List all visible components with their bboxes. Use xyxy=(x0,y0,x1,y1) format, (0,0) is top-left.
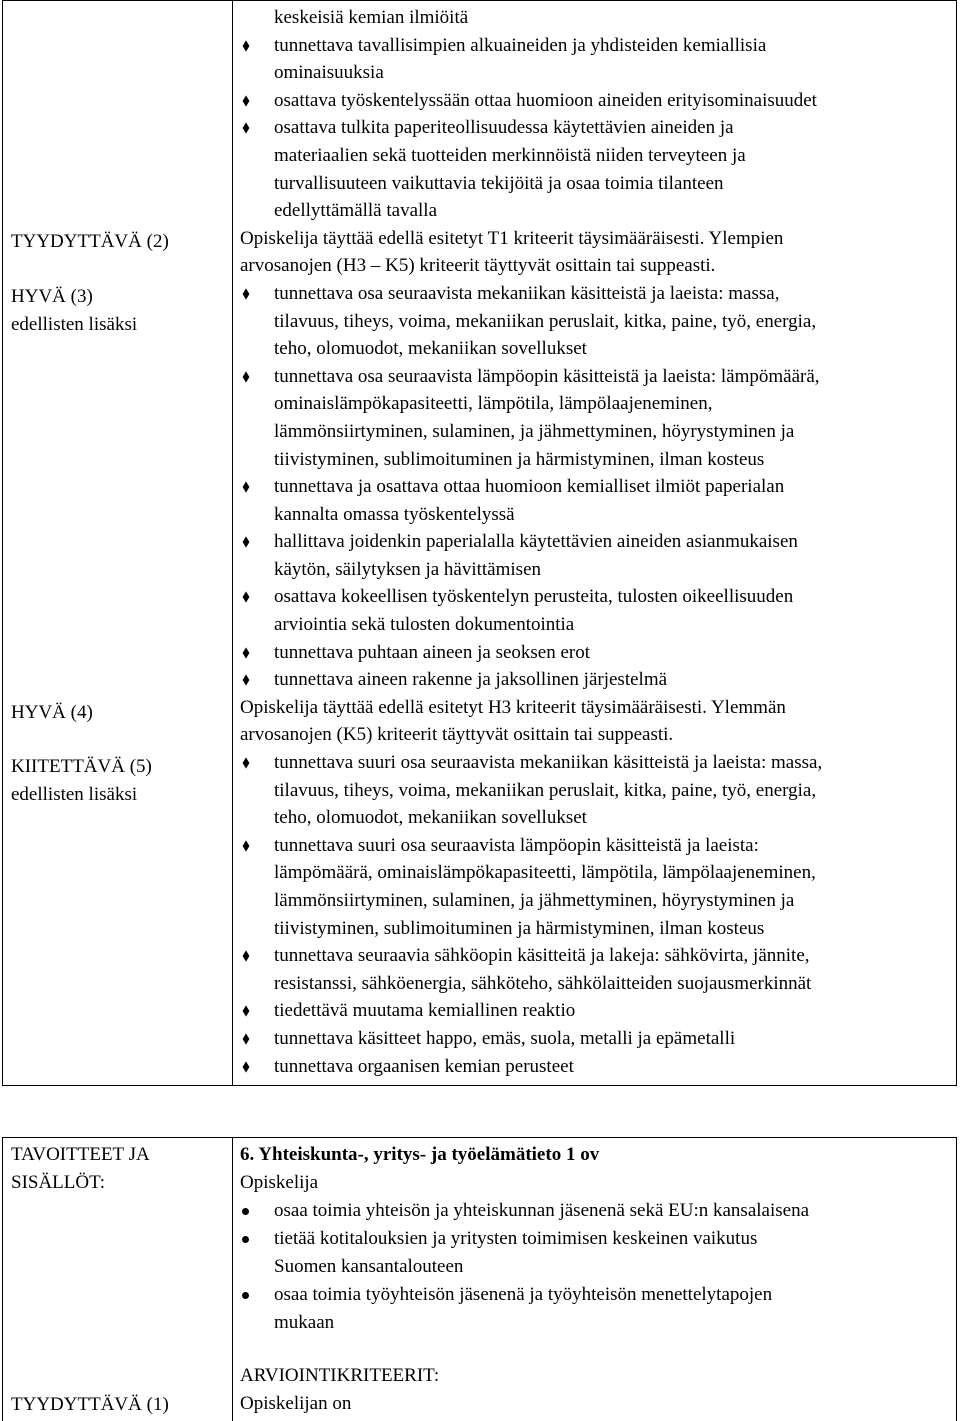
list-item: osaa toimia yhteisön ja yhteiskunnan jäsenenä sekä EU:n kansalaisena xyxy=(240,1197,950,1225)
diamond-bullet-icon xyxy=(242,289,250,299)
list-item: osattava työskentelyssään ottaa huomioon aineiden erityisominaisuudet xyxy=(240,87,950,115)
course-subject: Opiskelija xyxy=(240,1172,319,1193)
t2-intro: Opiskelija täyttää edellä esitetyt T1 kriteerit täysimääräisesti. Ylempien arvosanojen (H3 – K5) kriteerit täyttyvät osittain tai suppeasti. xyxy=(240,227,784,277)
round-bullet-icon xyxy=(242,1292,249,1299)
k5-bullet-list xyxy=(240,749,950,1080)
list-item: tunnettava ja osattava ottaa huomioon kemialliset ilmiöt paperialan kannalta omassa työskentelyssä xyxy=(240,473,950,528)
h3-bullet-list xyxy=(240,280,950,694)
list-item: hallittava joidenkin paperialalla käytettävien aineiden asianmukaisen käytön, säilytyksen ja hävittämisen xyxy=(240,528,950,583)
diamond-bullet-icon xyxy=(242,841,250,851)
column-divider xyxy=(232,1138,233,1421)
label-tavoitteet-ja-sisallot: TAVOITTEET JA SISÄLLÖT: xyxy=(11,1144,150,1193)
label-hyva-4: HYVÄ (4) xyxy=(11,702,93,723)
list-item: tunnettava puhtaan aineen ja seoksen erot xyxy=(240,639,950,667)
course-heading: 6. Yhteiskunta-, yritys- ja työelämätieto 1 ov xyxy=(240,1144,600,1165)
list-item: tunnettava seuraavia sähköopin käsitteitä ja lakeja: sähkövirta, jännite, resistanssi, sähköenergia, sähköteho, sähkölaitteiden suojausmerkinnät xyxy=(240,942,950,997)
course-content xyxy=(240,1141,950,1337)
top-bullet-list xyxy=(240,32,950,225)
round-bullet-icon xyxy=(242,1236,249,1243)
diamond-bullet-icon xyxy=(242,1006,250,1016)
diamond-bullet-icon xyxy=(242,123,250,133)
list-item: tunnettava käsitteet happo, emäs, suola, metalli ja epämetalli xyxy=(240,1025,950,1053)
diamond-bullet-icon xyxy=(242,372,250,382)
diamond-bullet-icon xyxy=(242,41,250,51)
criteria-table-physics-chemistry xyxy=(2,0,957,1086)
diamond-bullet-icon xyxy=(242,675,250,685)
list-item: tiedettävä muutama kemiallinen reaktio xyxy=(240,997,950,1025)
list-item: osaa toimia työyhteisön jäsenenä ja työyhteisön menettelytapojen mukaan xyxy=(240,1281,950,1337)
list-item: osattava tulkita paperiteollisuudessa käytettävien aineiden ja materiaalien sekä tuotteiden merkinnöistä niiden terveyteen ja turvallisuuteen vaikuttavia tekijöitä ja osaa toimia tilanteen edellyttämällä tavalla xyxy=(240,114,950,224)
list-item: tunnettava suuri osa seuraavista mekaniikan käsitteistä ja laeista: massa, tilavuus, tiheys, voima, mekaniikan peruslait, kitka, paine, työ, energia, teho, olomuodot, mekaniikan sovellukset xyxy=(240,749,950,832)
criteria-block xyxy=(240,1362,950,1418)
list-item: tunnettava suuri osa seuraavista lämpöopin käsitteistä ja laeista: lämpömäärä, ominaislämpökapasiteetti, lämpötila, lämpölaajeneminen, lämmönsiirtyminen, sulaminen, ja jähmettyminen, höyrystyminen ja tiivistyminen, sublimoituminen ja härmistyminen, ilman kosteus xyxy=(240,832,950,942)
label-tyydyttava-1: TYYDYTTÄVÄ (1) xyxy=(11,1394,169,1415)
diamond-bullet-icon xyxy=(242,951,250,961)
diamond-bullet-icon xyxy=(242,96,250,106)
criteria-text: Opiskelijan on xyxy=(240,1393,352,1414)
list-item: tunnettava orgaanisen kemian perusteet xyxy=(240,1053,950,1081)
criteria-heading: ARVIOINTIKRITEERIT: xyxy=(240,1365,440,1386)
h4-intro: Opiskelija täyttää edellä esitetyt H3 kriteerit täysimääräisesti. Ylemmän arvosanojen (K5) kriteerit täyttyvät osittain tai suppeasti. xyxy=(240,696,786,746)
list-item: tunnettava osa seuraavista mekaniikan käsitteistä ja laeista: massa, tilavuus, tiheys, voima, mekaniikan peruslait, kitka, paine, työ, energia, teho, olomuodot, mekaniikan sovellukset xyxy=(240,280,950,363)
label-tyydyttava-2: TYYDYTTÄVÄ (2) xyxy=(11,231,169,252)
course-table-social-studies xyxy=(2,1137,957,1421)
diamond-bullet-icon xyxy=(242,537,250,547)
list-item: osattava kokeellisen työskentelyn perusteita, tulosten oikeellisuuden arviointia sekä tulosten dokumentointia xyxy=(240,583,950,638)
diamond-bullet-icon xyxy=(242,1034,250,1044)
top-continuation: keskeisiä kemian ilmiöitä xyxy=(274,7,469,28)
label-kiitettava-5: KIITETTÄVÄ (5) edellisten lisäksi xyxy=(11,756,152,805)
diamond-bullet-icon xyxy=(242,648,250,658)
label-hyva-3: HYVÄ (3) edellisten lisäksi xyxy=(11,286,138,335)
list-item: tietää kotitalouksien ja yritysten toimimisen keskeinen vaikutus Suomen kansantalouteen xyxy=(240,1225,950,1281)
diamond-bullet-icon xyxy=(242,758,250,768)
round-bullet-icon xyxy=(242,1208,249,1215)
diamond-bullet-icon xyxy=(242,482,250,492)
criteria-content xyxy=(240,4,950,1080)
list-item: tunnettava aineen rakenne ja jaksollinen järjestelmä xyxy=(240,666,950,694)
diamond-bullet-icon xyxy=(242,592,250,602)
column-divider xyxy=(232,1,233,1085)
course-bullet-list xyxy=(240,1197,950,1337)
list-item: tunnettava osa seuraavista lämpöopin käsitteistä ja laeista: lämpömäärä, ominaislämpökapasiteetti, lämpötila, lämpölaajeneminen, lämmönsiirtyminen, sulaminen, ja jähmettyminen, höyrystyminen ja tiivistyminen, sublimoituminen ja härmistyminen, ilman kosteus xyxy=(240,363,950,473)
list-item: tunnettava tavallisimpien alkuaineiden ja yhdisteiden kemiallisia ominaisuuksia xyxy=(240,32,950,87)
diamond-bullet-icon xyxy=(242,1062,250,1072)
